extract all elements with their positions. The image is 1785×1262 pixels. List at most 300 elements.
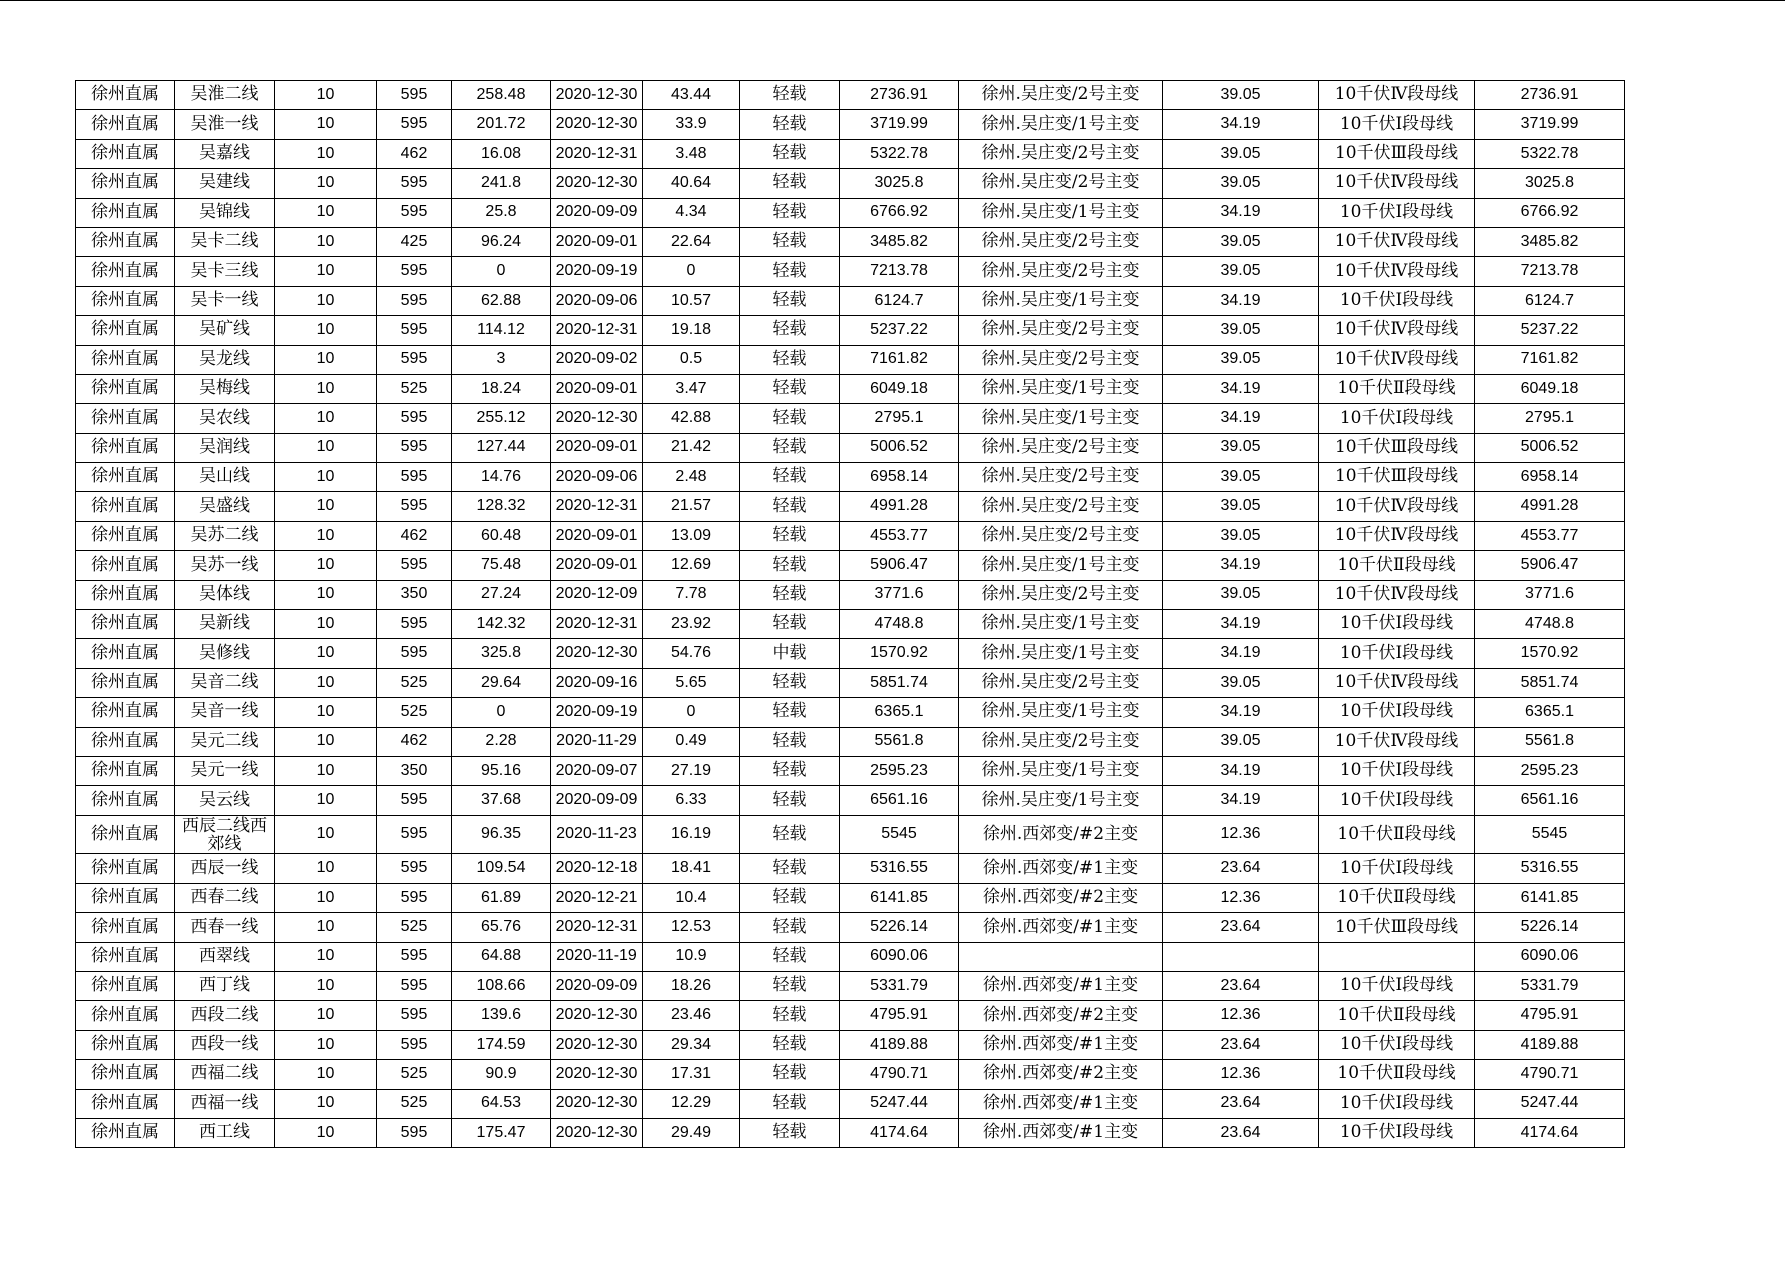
transformer-cell: 徐州.吴庄变/1号主变 — [959, 786, 1163, 815]
line-name-cell: 吴音一线 — [175, 698, 275, 727]
line-name-cell: 吴淮二线 — [175, 81, 275, 110]
table-row — [76, 169, 1625, 198]
load-rate-cell: 42.88 — [643, 404, 740, 433]
voltage-cell: 10 — [275, 580, 377, 609]
table-row — [76, 1030, 1625, 1059]
voltage-cell: 10 — [275, 639, 377, 668]
max-current-cell: 27.24 — [452, 580, 551, 609]
busbar-cell: 10千伏Ⅳ段母线 — [1319, 580, 1475, 609]
available-capacity-cell: 3485.82 — [840, 227, 959, 256]
line-name-cell: 吴建线 — [175, 169, 275, 198]
capacity-cell: 595 — [377, 610, 452, 639]
line-name-cell: 西春一线 — [175, 913, 275, 942]
unit-cell: 徐州直属 — [76, 139, 175, 168]
max-current-cell: 65.76 — [452, 913, 551, 942]
available-capacity-cell: 6561.16 — [840, 786, 959, 815]
load-rate-cell: 0 — [643, 698, 740, 727]
table-row — [76, 110, 1625, 139]
capacity-cell: 595 — [377, 316, 452, 345]
load-status-cell: 轻载 — [740, 374, 840, 403]
voltage-cell: 10 — [275, 81, 377, 110]
transformer-cell: 徐州.西郊变/#2主变 — [959, 1001, 1163, 1030]
busbar-cell: 10千伏Ⅳ段母线 — [1319, 257, 1475, 286]
voltage-cell: 10 — [275, 198, 377, 227]
load-rate-cell: 16.19 — [643, 815, 740, 854]
load-status-cell: 轻载 — [740, 198, 840, 227]
date-cell: 2020-09-09 — [551, 786, 643, 815]
transformer-cell: 徐州.吴庄变/2号主变 — [959, 521, 1163, 550]
transformer-cell: 徐州.西郊变/#1主变 — [959, 913, 1163, 942]
capacity-cell: 462 — [377, 727, 452, 756]
capacity-cell: 595 — [377, 639, 452, 668]
date-cell: 2020-12-30 — [551, 1118, 643, 1147]
capacity-cell: 595 — [377, 551, 452, 580]
load-status-cell: 轻载 — [740, 580, 840, 609]
remaining-capacity-cell: 5006.52 — [1475, 433, 1625, 462]
date-cell: 2020-12-31 — [551, 610, 643, 639]
load-status-cell: 轻载 — [740, 1060, 840, 1089]
unit-cell: 徐州直属 — [76, 227, 175, 256]
table-row — [76, 913, 1625, 942]
remaining-capacity-cell: 4790.71 — [1475, 1060, 1625, 1089]
transformer-load-rate-cell: 34.19 — [1163, 698, 1319, 727]
unit-cell: 徐州直属 — [76, 727, 175, 756]
load-rate-cell: 2.48 — [643, 463, 740, 492]
date-cell: 2020-09-09 — [551, 198, 643, 227]
remaining-capacity-cell: 5237.22 — [1475, 316, 1625, 345]
unit-cell: 徐州直属 — [76, 1030, 175, 1059]
remaining-capacity-cell: 4553.77 — [1475, 521, 1625, 550]
load-status-cell: 轻载 — [740, 883, 840, 912]
voltage-cell: 10 — [275, 463, 377, 492]
busbar-cell: 10千伏Ⅳ段母线 — [1319, 727, 1475, 756]
busbar-cell: 10千伏Ⅰ段母线 — [1319, 756, 1475, 785]
transformer-load-rate-cell: 39.05 — [1163, 668, 1319, 697]
voltage-cell: 10 — [275, 1089, 377, 1118]
available-capacity-cell: 6124.7 — [840, 286, 959, 315]
load-rate-cell: 18.26 — [643, 972, 740, 1001]
voltage-cell: 10 — [275, 972, 377, 1001]
unit-cell: 徐州直属 — [76, 404, 175, 433]
load-rate-cell: 23.92 — [643, 610, 740, 639]
transformer-load-rate-cell: 34.19 — [1163, 639, 1319, 668]
transformer-cell: 徐州.吴庄变/2号主变 — [959, 492, 1163, 521]
remaining-capacity-cell: 2795.1 — [1475, 404, 1625, 433]
date-cell: 2020-12-31 — [551, 492, 643, 521]
date-cell: 2020-12-09 — [551, 580, 643, 609]
date-cell: 2020-12-30 — [551, 404, 643, 433]
load-rate-cell: 22.64 — [643, 227, 740, 256]
transformer-cell: 徐州.吴庄变/1号主变 — [959, 286, 1163, 315]
table-row — [76, 316, 1625, 345]
transformer-load-rate-cell: 39.05 — [1163, 139, 1319, 168]
transformer-cell: 徐州.西郊变/#2主变 — [959, 883, 1163, 912]
unit-cell: 徐州直属 — [76, 883, 175, 912]
table-row — [76, 942, 1625, 971]
voltage-cell: 10 — [275, 169, 377, 198]
voltage-cell: 10 — [275, 727, 377, 756]
line-name-cell: 吴矿线 — [175, 316, 275, 345]
available-capacity-cell: 5561.8 — [840, 727, 959, 756]
table-row — [76, 727, 1625, 756]
load-rate-cell: 27.19 — [643, 756, 740, 785]
available-capacity-cell: 5906.47 — [840, 551, 959, 580]
max-current-cell: 0 — [452, 698, 551, 727]
max-current-cell: 0 — [452, 257, 551, 286]
unit-cell: 徐州直属 — [76, 1118, 175, 1147]
voltage-cell: 10 — [275, 286, 377, 315]
max-current-cell: 128.32 — [452, 492, 551, 521]
remaining-capacity-cell: 6561.16 — [1475, 786, 1625, 815]
transformer-load-rate-cell: 39.05 — [1163, 492, 1319, 521]
busbar-cell: 10千伏Ⅰ段母线 — [1319, 639, 1475, 668]
transformer-cell: 徐州.吴庄变/1号主变 — [959, 610, 1163, 639]
capacity-cell: 525 — [377, 668, 452, 697]
date-cell: 2020-09-01 — [551, 374, 643, 403]
capacity-cell: 595 — [377, 404, 452, 433]
unit-cell: 徐州直属 — [76, 913, 175, 942]
transformer-load-rate-cell: 39.05 — [1163, 345, 1319, 374]
line-name-cell: 吴嘉线 — [175, 139, 275, 168]
capacity-cell: 425 — [377, 227, 452, 256]
available-capacity-cell: 4991.28 — [840, 492, 959, 521]
load-status-cell: 轻载 — [740, 551, 840, 580]
capacity-cell: 595 — [377, 81, 452, 110]
table-row — [76, 815, 1625, 854]
voltage-cell: 10 — [275, 1001, 377, 1030]
capacity-cell: 525 — [377, 1089, 452, 1118]
max-current-cell: 142.32 — [452, 610, 551, 639]
unit-cell: 徐州直属 — [76, 316, 175, 345]
table-row — [76, 756, 1625, 785]
remaining-capacity-cell: 7213.78 — [1475, 257, 1625, 286]
voltage-cell: 10 — [275, 316, 377, 345]
unit-cell: 徐州直属 — [76, 972, 175, 1001]
table-row — [76, 521, 1625, 550]
max-current-cell: 258.48 — [452, 81, 551, 110]
load-rate-cell: 23.46 — [643, 1001, 740, 1030]
transformer-cell: 徐州.吴庄变/2号主变 — [959, 81, 1163, 110]
unit-cell: 徐州直属 — [76, 374, 175, 403]
available-capacity-cell: 4795.91 — [840, 1001, 959, 1030]
load-status-cell: 轻载 — [740, 610, 840, 639]
remaining-capacity-cell: 5851.74 — [1475, 668, 1625, 697]
load-rate-cell: 29.49 — [643, 1118, 740, 1147]
load-rate-cell: 21.42 — [643, 433, 740, 462]
available-capacity-cell: 5226.14 — [840, 913, 959, 942]
capacity-cell: 595 — [377, 492, 452, 521]
date-cell: 2020-12-31 — [551, 316, 643, 345]
date-cell: 2020-09-19 — [551, 698, 643, 727]
voltage-cell: 10 — [275, 913, 377, 942]
transformer-load-rate-cell: 12.36 — [1163, 1001, 1319, 1030]
line-name-cell: 吴苏二线 — [175, 521, 275, 550]
available-capacity-cell: 6090.06 — [840, 942, 959, 971]
load-status-cell: 轻载 — [740, 257, 840, 286]
remaining-capacity-cell: 4174.64 — [1475, 1118, 1625, 1147]
unit-cell: 徐州直属 — [76, 521, 175, 550]
transformer-cell: 徐州.西郊变/#1主变 — [959, 854, 1163, 883]
load-status-cell: 轻载 — [740, 815, 840, 854]
remaining-capacity-cell: 4748.8 — [1475, 610, 1625, 639]
line-name-cell: 吴山线 — [175, 463, 275, 492]
unit-cell: 徐州直属 — [76, 433, 175, 462]
line-name-cell: 吴音二线 — [175, 668, 275, 697]
available-capacity-cell: 6958.14 — [840, 463, 959, 492]
date-cell: 2020-09-02 — [551, 345, 643, 374]
max-current-cell: 75.48 — [452, 551, 551, 580]
remaining-capacity-cell: 6124.7 — [1475, 286, 1625, 315]
busbar-cell: 10千伏Ⅲ段母线 — [1319, 139, 1475, 168]
remaining-capacity-cell: 5561.8 — [1475, 727, 1625, 756]
unit-cell: 徐州直属 — [76, 198, 175, 227]
date-cell: 2020-09-16 — [551, 668, 643, 697]
transformer-load-rate-cell: 23.64 — [1163, 1118, 1319, 1147]
unit-cell: 徐州直属 — [76, 286, 175, 315]
line-name-cell: 吴元二线 — [175, 727, 275, 756]
transformer-cell: 徐州.吴庄变/2号主变 — [959, 580, 1163, 609]
capacity-cell: 595 — [377, 815, 452, 854]
transformer-cell: 徐州.吴庄变/2号主变 — [959, 227, 1163, 256]
line-name-cell: 西丁线 — [175, 972, 275, 1001]
date-cell: 2020-09-01 — [551, 551, 643, 580]
table-row — [76, 639, 1625, 668]
date-cell: 2020-09-07 — [551, 756, 643, 785]
load-rate-cell: 4.34 — [643, 198, 740, 227]
transformer-cell: 徐州.吴庄变/2号主变 — [959, 139, 1163, 168]
transformer-cell: 徐州.吴庄变/2号主变 — [959, 257, 1163, 286]
line-name-cell: 吴新线 — [175, 610, 275, 639]
remaining-capacity-cell: 4795.91 — [1475, 1001, 1625, 1030]
max-current-cell: 201.72 — [452, 110, 551, 139]
table-row — [76, 883, 1625, 912]
unit-cell: 徐州直属 — [76, 756, 175, 785]
load-status-cell: 轻载 — [740, 942, 840, 971]
busbar-cell: 10千伏Ⅳ段母线 — [1319, 668, 1475, 697]
available-capacity-cell: 5545 — [840, 815, 959, 854]
busbar-cell: 10千伏Ⅱ段母线 — [1319, 883, 1475, 912]
line-name-cell: 吴盛线 — [175, 492, 275, 521]
load-rate-cell: 10.9 — [643, 942, 740, 971]
capacity-cell: 525 — [377, 913, 452, 942]
capacity-cell: 595 — [377, 257, 452, 286]
capacity-cell: 595 — [377, 883, 452, 912]
remaining-capacity-cell: 5316.55 — [1475, 854, 1625, 883]
remaining-capacity-cell: 1570.92 — [1475, 639, 1625, 668]
table-row — [76, 227, 1625, 256]
line-name-cell: 吴梅线 — [175, 374, 275, 403]
line-name-cell: 吴修线 — [175, 639, 275, 668]
table-row — [76, 972, 1625, 1001]
date-cell: 2020-11-29 — [551, 727, 643, 756]
date-cell: 2020-12-31 — [551, 913, 643, 942]
remaining-capacity-cell: 4189.88 — [1475, 1030, 1625, 1059]
load-rate-cell: 12.53 — [643, 913, 740, 942]
capacity-cell: 595 — [377, 198, 452, 227]
date-cell: 2020-09-19 — [551, 257, 643, 286]
load-rate-cell: 6.33 — [643, 786, 740, 815]
transformer-load-rate-cell: 23.64 — [1163, 854, 1319, 883]
transformer-cell: 徐州.吴庄变/1号主变 — [959, 404, 1163, 433]
load-rate-cell: 10.4 — [643, 883, 740, 912]
page-top-border — [0, 0, 1785, 1]
date-cell: 2020-12-21 — [551, 883, 643, 912]
unit-cell: 徐州直属 — [76, 698, 175, 727]
voltage-cell: 10 — [275, 139, 377, 168]
load-rate-cell: 7.78 — [643, 580, 740, 609]
capacity-cell: 595 — [377, 854, 452, 883]
capacity-cell: 595 — [377, 1030, 452, 1059]
table-row — [76, 580, 1625, 609]
capacity-cell: 595 — [377, 345, 452, 374]
transformer-cell: 徐州.吴庄变/2号主变 — [959, 169, 1163, 198]
line-name-cell: 吴润线 — [175, 433, 275, 462]
load-status-cell: 轻载 — [740, 492, 840, 521]
transformer-load-rate-cell: 23.64 — [1163, 972, 1319, 1001]
voltage-cell: 10 — [275, 433, 377, 462]
max-current-cell: 60.48 — [452, 521, 551, 550]
line-name-cell: 吴卡二线 — [175, 227, 275, 256]
transformer-cell: 徐州.吴庄变/1号主变 — [959, 374, 1163, 403]
transformer-load-rate-cell: 12.36 — [1163, 815, 1319, 854]
transformer-cell: 徐州.吴庄变/2号主变 — [959, 316, 1163, 345]
max-current-cell: 18.24 — [452, 374, 551, 403]
voltage-cell: 10 — [275, 1030, 377, 1059]
transformer-cell: 徐州.吴庄变/2号主变 — [959, 727, 1163, 756]
voltage-cell: 10 — [275, 698, 377, 727]
table-row — [76, 286, 1625, 315]
load-rate-cell: 19.18 — [643, 316, 740, 345]
transformer-load-rate-cell: 39.05 — [1163, 227, 1319, 256]
transformer-cell: 徐州.西郊变/#1主变 — [959, 1118, 1163, 1147]
max-current-cell: 64.53 — [452, 1089, 551, 1118]
unit-cell: 徐州直属 — [76, 1001, 175, 1030]
date-cell: 2020-12-18 — [551, 854, 643, 883]
load-status-cell: 轻载 — [740, 1089, 840, 1118]
line-name-cell: 吴卡三线 — [175, 257, 275, 286]
available-capacity-cell: 6049.18 — [840, 374, 959, 403]
available-capacity-cell: 3771.6 — [840, 580, 959, 609]
line-name-cell: 西翠线 — [175, 942, 275, 971]
transformer-cell: 徐州.吴庄变/1号主变 — [959, 639, 1163, 668]
remaining-capacity-cell: 2595.23 — [1475, 756, 1625, 785]
unit-cell: 徐州直属 — [76, 492, 175, 521]
transformer-cell: 徐州.西郊变/#1主变 — [959, 1030, 1163, 1059]
load-status-cell: 轻载 — [740, 756, 840, 785]
transformer-load-rate-cell: 34.19 — [1163, 551, 1319, 580]
max-current-cell: 114.12 — [452, 316, 551, 345]
date-cell: 2020-12-31 — [551, 139, 643, 168]
capacity-cell: 595 — [377, 942, 452, 971]
max-current-cell: 90.9 — [452, 1060, 551, 1089]
remaining-capacity-cell: 6090.06 — [1475, 942, 1625, 971]
available-capacity-cell: 2595.23 — [840, 756, 959, 785]
busbar-cell — [1319, 942, 1475, 971]
available-capacity-cell: 4790.71 — [840, 1060, 959, 1089]
load-rate-cell: 0.5 — [643, 345, 740, 374]
line-name-cell: 吴龙线 — [175, 345, 275, 374]
max-current-cell: 255.12 — [452, 404, 551, 433]
unit-cell: 徐州直属 — [76, 345, 175, 374]
load-status-cell: 轻载 — [740, 404, 840, 433]
transformer-load-rate-cell: 34.19 — [1163, 110, 1319, 139]
line-name-cell: 吴元一线 — [175, 756, 275, 785]
date-cell: 2020-09-01 — [551, 227, 643, 256]
date-cell: 2020-09-09 — [551, 972, 643, 1001]
busbar-cell: 10千伏Ⅳ段母线 — [1319, 492, 1475, 521]
transformer-load-rate-cell: 12.36 — [1163, 1060, 1319, 1089]
transformer-load-rate-cell: 34.19 — [1163, 286, 1319, 315]
table-row — [76, 1118, 1625, 1147]
table-row — [76, 698, 1625, 727]
load-status-cell: 轻载 — [740, 698, 840, 727]
load-rate-cell: 5.65 — [643, 668, 740, 697]
load-rate-cell: 0 — [643, 257, 740, 286]
busbar-cell: 10千伏Ⅳ段母线 — [1319, 521, 1475, 550]
voltage-cell: 10 — [275, 883, 377, 912]
max-current-cell: 37.68 — [452, 786, 551, 815]
table-body — [76, 81, 1625, 1148]
voltage-cell: 10 — [275, 345, 377, 374]
remaining-capacity-cell: 6049.18 — [1475, 374, 1625, 403]
capacity-cell: 595 — [377, 433, 452, 462]
table-row — [76, 433, 1625, 462]
capacity-cell: 525 — [377, 374, 452, 403]
voltage-cell: 10 — [275, 610, 377, 639]
unit-cell: 徐州直属 — [76, 463, 175, 492]
unit-cell: 徐州直属 — [76, 1089, 175, 1118]
busbar-cell: 10千伏Ⅰ段母线 — [1319, 972, 1475, 1001]
load-status-cell: 轻载 — [740, 463, 840, 492]
available-capacity-cell: 1570.92 — [840, 639, 959, 668]
available-capacity-cell: 2736.91 — [840, 81, 959, 110]
line-name-cell: 吴体线 — [175, 580, 275, 609]
max-current-cell: 61.89 — [452, 883, 551, 912]
voltage-cell: 10 — [275, 815, 377, 854]
load-rate-cell: 13.09 — [643, 521, 740, 550]
busbar-cell: 10千伏Ⅰ段母线 — [1319, 404, 1475, 433]
max-current-cell: 29.64 — [452, 668, 551, 697]
max-current-cell: 2.28 — [452, 727, 551, 756]
line-name-cell: 吴云线 — [175, 786, 275, 815]
remaining-capacity-cell: 5247.44 — [1475, 1089, 1625, 1118]
date-cell: 2020-12-30 — [551, 1060, 643, 1089]
busbar-cell: 10千伏Ⅰ段母线 — [1319, 110, 1475, 139]
max-current-cell: 139.6 — [452, 1001, 551, 1030]
transformer-cell: 徐州.吴庄变/2号主变 — [959, 463, 1163, 492]
load-rate-cell: 29.34 — [643, 1030, 740, 1059]
capacity-cell: 595 — [377, 169, 452, 198]
available-capacity-cell: 6766.92 — [840, 198, 959, 227]
transformer-cell: 徐州.吴庄变/2号主变 — [959, 345, 1163, 374]
load-status-cell: 轻载 — [740, 433, 840, 462]
transformer-load-rate-cell: 34.19 — [1163, 404, 1319, 433]
date-cell: 2020-12-30 — [551, 169, 643, 198]
line-name-cell: 吴农线 — [175, 404, 275, 433]
load-status-cell: 轻载 — [740, 139, 840, 168]
max-current-cell: 96.35 — [452, 815, 551, 854]
line-name-cell: 西福一线 — [175, 1089, 275, 1118]
busbar-cell: 10千伏Ⅱ段母线 — [1319, 374, 1475, 403]
line-name-cell: 西辰一线 — [175, 854, 275, 883]
max-current-cell: 325.8 — [452, 639, 551, 668]
transformer-load-rate-cell: 23.64 — [1163, 1030, 1319, 1059]
busbar-cell: 10千伏Ⅱ段母线 — [1319, 1001, 1475, 1030]
voltage-cell: 10 — [275, 227, 377, 256]
unit-cell: 徐州直属 — [76, 942, 175, 971]
capacity-cell: 595 — [377, 286, 452, 315]
available-capacity-cell: 4553.77 — [840, 521, 959, 550]
